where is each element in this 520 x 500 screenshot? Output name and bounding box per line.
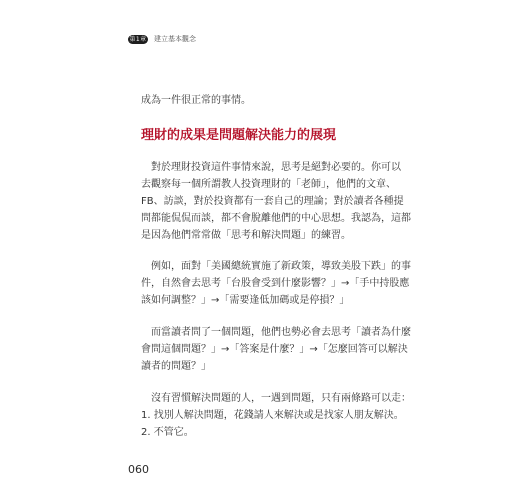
paragraph-line: 該如何調整？」→「需要逢低加碼或是停損？」 [141,295,350,306]
section-heading: 理財的成果是問題解決能力的展現 [141,128,337,143]
paragraph-line: 問都能侃侃而談，都不會脫離他們的中心思想。我認為，這都 [141,213,411,224]
paragraph-line: 是因為他們常常做「思考和解決問題」的練習。 [141,230,351,241]
paragraph-line: 沒有習慣解決問題的人，一遇到問題，只有兩條路可以走： [141,393,411,404]
page-number: 060 [128,463,149,476]
intro-line: 成為一件很正常的事情。 [141,95,251,106]
paragraph-line: FB、訪談，對於投資都有一套自己的理論；對於讀者各種提 [141,196,404,207]
paragraph-line: 讀者的問題？」 [141,361,211,372]
list-item: 1. 找別人解決問題，花錢請人來解決或是找家人朋友解決。 [141,410,404,421]
paragraph-line: 例如，面對「美國總統實施了新政策，導致美股下跌」的事 [141,261,411,272]
paragraph-line: 去觀察每一個所謂教人投資理財的「老師」，他們的文章、 [141,179,396,190]
chapter-badge: 第1章 [129,35,147,43]
paragraph-line: 而當讀者問了一個問題，他們也勢必會去思考「讀者為什麼 [141,327,411,338]
chapter-title: 建立基本觀念 [154,35,196,43]
running-header [128,32,196,46]
paragraph-line: 件，自然會去思考「台股會受到什麼影響？」→「手中持股應 [141,278,410,289]
paragraph-line: 會問這個問題？」→「答案是什麼？」→「怎麼回答可以解決 [141,344,408,355]
list-item: 2. 不管它。 [141,427,194,438]
paragraph-line: 對於理財投資這件事情來說，思考是絕對必要的。你可以 [141,162,401,173]
